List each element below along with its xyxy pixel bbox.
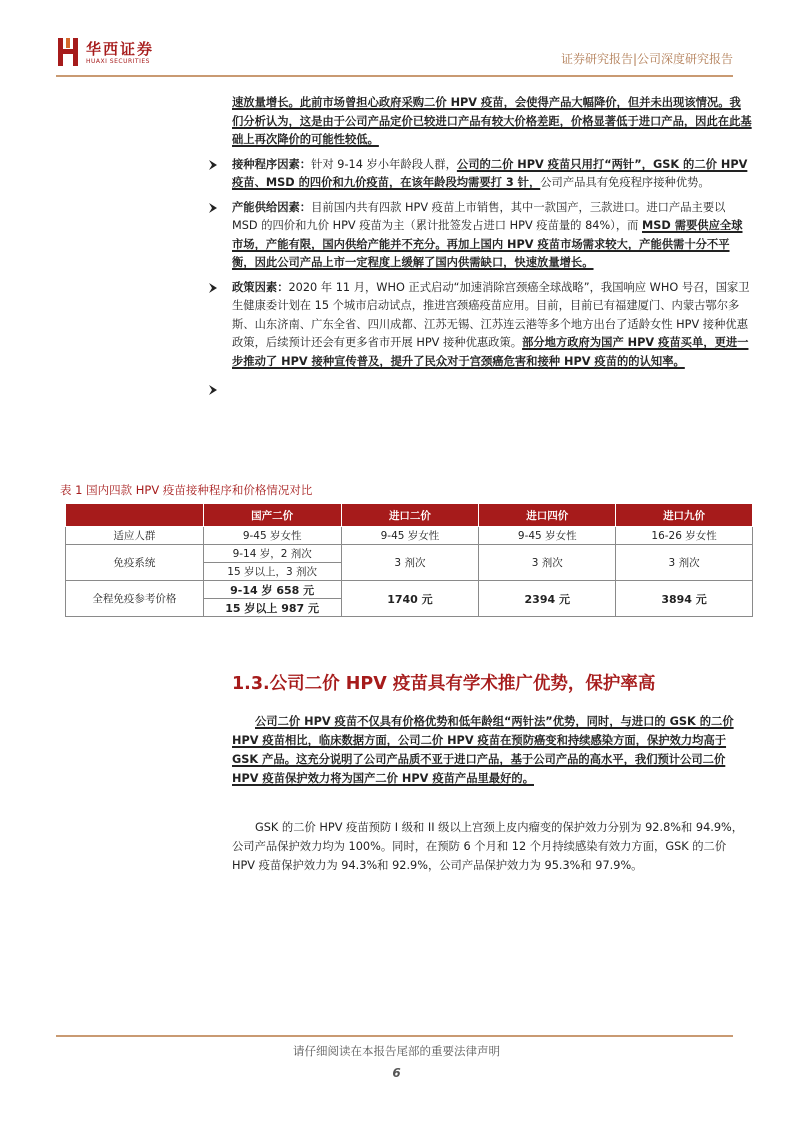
section-title: 1.3.公司二价 HPV 疫苗具有学术推广优势，保护率高	[232, 674, 656, 694]
table-cell: 16-26 岁女性	[616, 527, 753, 545]
table-header-cell: 国产二价	[203, 504, 341, 527]
policy-text-2: 部分地方政府为国产 HPV 疫苗买单，更进一步推动了 HPV 接种宣传普及，提升了民众对于宫颈癌危害和接种 HPV 疫苗的的认知率。	[232, 336, 749, 368]
section-paragraph-2	[232, 818, 752, 875]
table-row	[66, 545, 753, 563]
brand-name-en: HUAXI SECURITIES	[86, 58, 150, 65]
table-cell: 适应人群	[66, 527, 204, 545]
table-cell: 免疫系统	[66, 545, 204, 581]
header-divider	[56, 75, 733, 77]
table-cell: 3 剂次	[341, 545, 479, 581]
bullet-list	[232, 94, 752, 397]
table-cell: 3 剂次	[616, 545, 753, 581]
schedule-text-3: 公司产品具有免疫程序接种优势。	[540, 176, 710, 189]
section-paragraph-1	[232, 712, 752, 788]
arrow-bullet-icon	[206, 201, 220, 215]
table-header-cell: 进口二价	[341, 504, 479, 527]
price-text: 速放量增长。此前市场曾担心政府采购二价 HPV 疫苗，会使得产品大幅降价，但并未出现该情况。我们分析认为，这是由于公司产品定价已较进口产品有较大价格差距，价格显著低于进口产品，因此在此基础上再次降价的可能性较低。	[232, 96, 752, 146]
table-cell: 3894 元	[616, 581, 753, 617]
table-cell: 9-45 岁女性	[341, 527, 479, 545]
page-number: 6	[392, 1066, 401, 1080]
table-header-cell: 进口四价	[479, 504, 616, 527]
arrow-bullet-icon	[206, 383, 220, 397]
table-cell: 全程免疫参考价格	[66, 581, 204, 617]
table-header-cell: 进口九价	[616, 504, 753, 527]
capacity-lead: 产能供给因素：	[232, 200, 312, 214]
table-row	[66, 581, 753, 599]
section-para-2-text: GSK 的二价 HPV 疫苗预防 I 级和 II 级以上宫颈上皮内瘤变的保护效力分别为 92.8%和 94.9%，公司产品保护效力均为 100%。同时，在预防 6 个月和 12 个月持续感染有效力方面，GSK 的二价 HPV 疫苗保护效力为 94.3%和 92.9%，公司产品保护效力为 95.3%和 97.9%。	[232, 821, 744, 872]
table-header-row	[66, 504, 753, 527]
table-caption: 表 1 国内四款 HPV 疫苗接种程序和价格情况对比	[60, 483, 313, 497]
schedule-text-1: 针对 9-14 岁小年龄段人群，	[311, 157, 457, 171]
table-cell: 2394 元	[479, 581, 616, 617]
huaxi-logo-icon	[56, 36, 80, 68]
table-cell: 9-45 岁女性	[203, 527, 341, 545]
bullet-schedule	[232, 156, 752, 193]
table-cell: 15 岁以上 987 元	[203, 599, 341, 617]
schedule-text-2: 公司的二价 HPV 疫苗只用打“两针”，GSK 的二价 HPV 疫苗、MSD 的四价和九价疫苗，在该年龄段均需要打 3 针，	[232, 157, 748, 189]
legal-notice: 请仔细阅读在本报告尾部的重要法律声明	[293, 1044, 500, 1058]
arrow-bullet-icon	[206, 158, 220, 172]
bullet-policy	[232, 279, 752, 372]
table-cell: 9-14 岁，2 剂次	[203, 545, 341, 563]
capacity-text-2: MSD 需要供应全球市场，产能有限，国内供给产能并不充分。再加上国内 HPV 疫苗市场需求较大，产能供需十分不平衡，因此公司产品上市一定程度上缓解了国内供需缺口，快速放量增长。	[232, 219, 743, 269]
arrow-bullet-icon	[206, 281, 220, 295]
table-row	[66, 527, 753, 545]
section-para-1-text: 公司二价 HPV 疫苗不仅具有价格优势和低年龄组“两针法”优势，同时，与进口的 GSK 的二价 HPV 疫苗相比，临床数据方面，公司二价 HPV 疫苗在预防癌变和持续感染方面，保护效力均高于 GSK 产品。这充分说明了公司产品质不亚于进口产品，基于公司产品的高水平，我们预计公司二价 HPV 疫苗保护效力将为国产二价 HPV 疫苗产品里最好的。	[232, 715, 734, 785]
bullet-price-continued	[232, 94, 752, 150]
bullet-empty	[232, 381, 752, 397]
table-cell: 3 剂次	[479, 545, 616, 581]
policy-lead: 政策因素：	[232, 280, 289, 294]
hpv-comparison-table	[65, 503, 753, 617]
table-cell: 1740 元	[341, 581, 479, 617]
table-cell: 9-45 岁女性	[479, 527, 616, 545]
capacity-text-1: 目前国内共有四款 HPV 疫苗上市销售，其中一款国产，三款进口。进口产品主要以 MSD 的四价和九价 HPV 疫苗为主（累计批签发占进口 HPV 疫苗量的 84%），而	[232, 200, 726, 232]
brand-name: 华西证券	[86, 40, 155, 58]
bullet-capacity	[232, 199, 752, 273]
policy-text-1: 2020 年 11 月，WHO 正式启动“加速消除宫颈癌全球战略”，我国响应 WHO 号召，国家卫生健康委计划在 15 个城市启动试点，推进宫颈癌疫苗应用。目前，目前已有福建厦门、内蒙古鄂尔多斯、山东济南、广东全省、四川成都、江苏无锡、江苏连云港等多个地方出台了适龄女性 HPV 接种优惠政策，后续预计还会有更多省市开展 HPV 接种优惠政策。	[232, 280, 750, 349]
report-type: 证券研究报告|公司深度研究报告	[560, 52, 733, 66]
table-header-cell	[66, 504, 204, 527]
table-cell: 15 岁以上，3 剂次	[203, 563, 341, 581]
footer-divider	[56, 1035, 733, 1037]
schedule-lead: 接种程序因素：	[232, 157, 312, 171]
table-cell: 9-14 岁 658 元	[203, 581, 341, 599]
